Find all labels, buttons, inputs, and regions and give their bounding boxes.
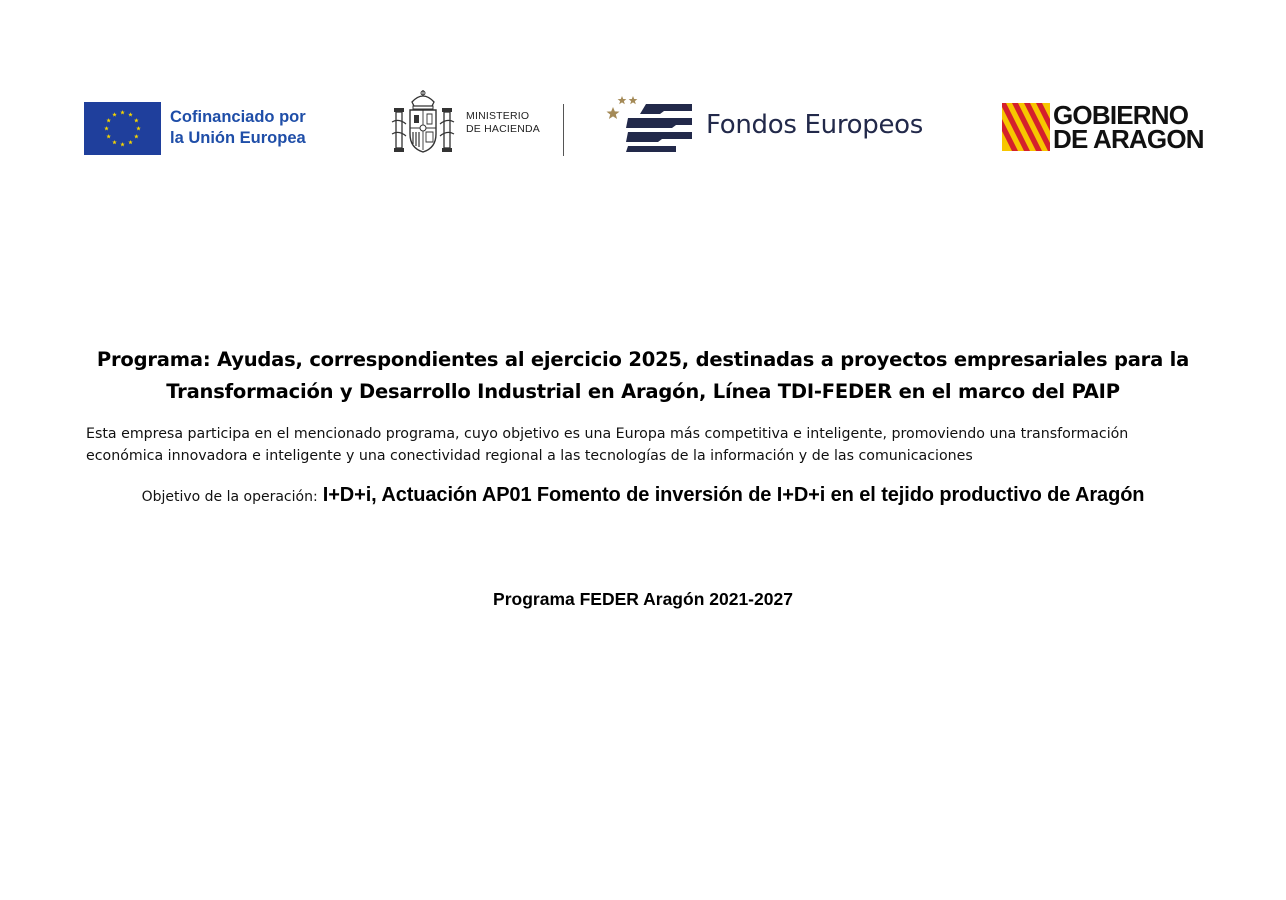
hacienda-line2: DE HACIENDA [466, 123, 540, 135]
eu-logo-line2: la Unión Europea [170, 129, 306, 147]
objective-label: Objetivo de la operación: [141, 489, 318, 505]
gobierno-aragon-text [1053, 100, 1204, 154]
operation-objective [0, 484, 1286, 507]
eu-logo-text [170, 107, 306, 149]
program-description [86, 423, 1216, 467]
objective-value: I+D+i, Actuación AP01 Fomento de inversión de I+D+i en el tejido productivo de Aragón [322, 484, 1145, 506]
ministerio-hacienda-text [466, 110, 540, 136]
description-line1: Esta empresa participa en el mencionado programa, cuyo objetivo es una Europa más competitiva e inteligente, promoviendo una transformación [86, 426, 1129, 442]
ministerio-hacienda-logo [390, 88, 540, 158]
eu-cofinancing-logo [84, 101, 306, 155]
aragon-line1: GOBIERNO [1053, 100, 1189, 130]
aragon-line2: DE ARAGON [1053, 124, 1204, 154]
gobierno-aragon-logo [1002, 100, 1204, 154]
fondos-europeos-logo [604, 94, 923, 156]
eu-flag-icon [84, 102, 161, 155]
fondos-europeos-text: Fondos Europeos [706, 110, 924, 140]
fondos-europeos-icon [604, 94, 696, 156]
hacienda-line1: MINISTERIO [466, 110, 530, 122]
logo-divider [563, 104, 564, 156]
program-title-line1: Programa: Ayudas, correspondientes al ejercicio 2025, destinadas a proyectos empresariales para la [96, 348, 1190, 371]
spain-coat-of-arms-icon [390, 88, 456, 158]
program-title-line2: Transformación y Desarrollo Industrial en Aragón, Línea TDI-FEDER en el marco del PAIP [166, 380, 1120, 403]
logo-strip [0, 0, 1286, 200]
program-title [60, 344, 1226, 408]
aragon-flag-icon [1002, 103, 1050, 151]
eu-logo-line1: Cofinanciado por [170, 108, 306, 126]
description-line2: económica innovadora e inteligente y una conectividad regional a las tecnologías de la información y de las comunicaciones [86, 448, 973, 464]
feder-program-name: Programa FEDER Aragón 2021-2027 [493, 589, 793, 609]
